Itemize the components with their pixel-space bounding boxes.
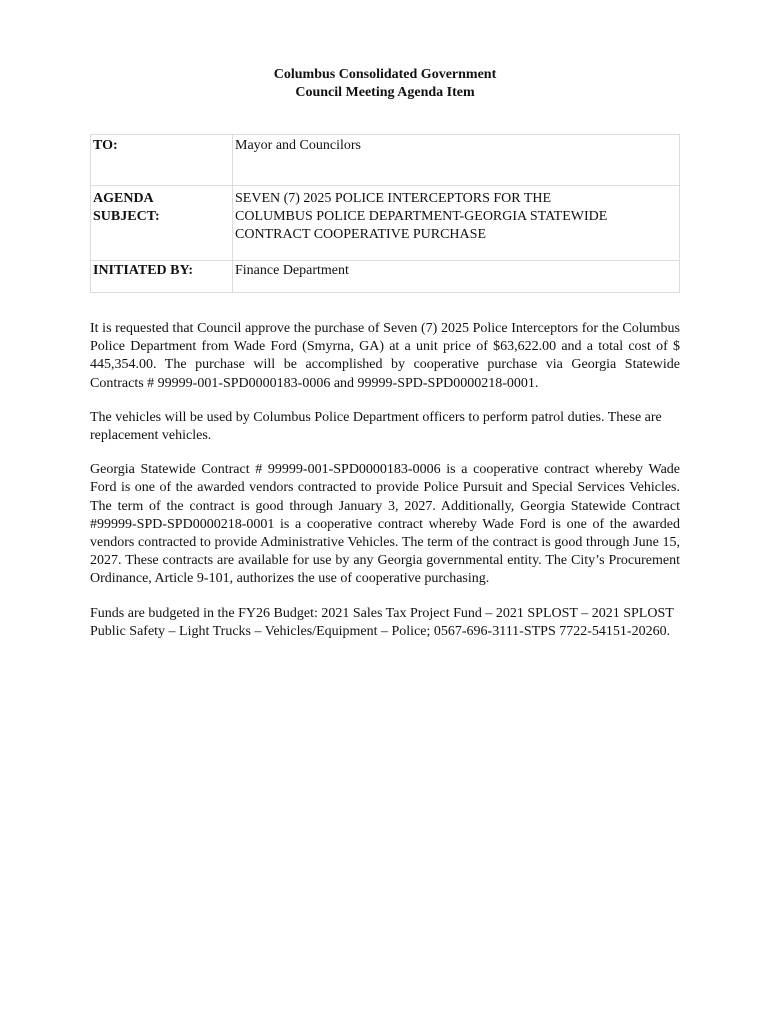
initiated-value: Finance Department (233, 261, 680, 293)
subject-value-line: COLUMBUS POLICE DEPARTMENT-GEORGIA STATEWIDE (235, 209, 608, 224)
to-label: TO: (91, 135, 233, 186)
contract-paragraph: Georgia Statewide Contract # 99999-001-SPD0000183-0006 is a cooperative contract whereby Wade Ford is one of the awarded vendors contracted to provide Police Pursuit and Special Services Vehicles. The term of the contract is good through January 3, 2027. Additionally, Georgia Statewide Contract #99999-SPD-SPD0000218-0001 is a cooperative contract whereby Wade Ford is one of the awarded vendors contracted to provide Administrative Vehicles. The term of the contract is good through June 15, 2027. These contracts are available for use by any Georgia governmental entity. The City’s Procurement Ordinance, Article 9-101, authorizes the use of cooperative purchasing. (90, 462, 680, 587)
subject-value-line: CONTRACT COOPERATIVE PURCHASE (235, 227, 486, 242)
subject-label-line: AGENDA (93, 191, 154, 206)
table-row-subject (91, 186, 680, 261)
funding-paragraph: Funds are budgeted in the FY26 Budget: 2021 Sales Tax Project Fund – 2021 SPLOST – 2021 SPLOST Public Safety – Light Trucks – Vehicles/Equipment – Police; 0567-696-3111-STPS 7722-54151-20260. (90, 605, 674, 639)
document-header (0, 66, 770, 102)
to-value: Mayor and Councilors (233, 135, 680, 186)
table-row-to (91, 135, 680, 186)
header-organization: Columbus Consolidated Government (273, 67, 497, 82)
agenda-info-table (90, 134, 680, 293)
subject-label (91, 186, 233, 261)
subject-label-line: SUBJECT: (93, 209, 160, 224)
table-row-initiated (91, 261, 680, 293)
subject-value-line: SEVEN (7) 2025 POLICE INTERCEPTORS FOR THE (235, 191, 552, 206)
request-paragraph: It is requested that Council approve the purchase of Seven (7) 2025 Police Interceptors for the Columbus Police Department from Wade Ford (Smyrna, GA) at a unit price of $63,622.00 and a total cost of $ 445,354.00. The purchase will be accomplished by cooperative purchase via Georgia Statewide Contracts # 99999-001-SPD0000183-0006 and 99999-SPD-SPD0000218-0001. (90, 321, 680, 391)
subject-value (233, 186, 680, 261)
initiated-label: INITIATED BY: (91, 261, 233, 293)
usage-paragraph: The vehicles will be used by Columbus Police Department officers to perform patrol duties. These are replacement vehicles. (90, 409, 662, 444)
document-body (90, 320, 680, 657)
header-document-type: Council Meeting Agenda Item (295, 85, 475, 100)
